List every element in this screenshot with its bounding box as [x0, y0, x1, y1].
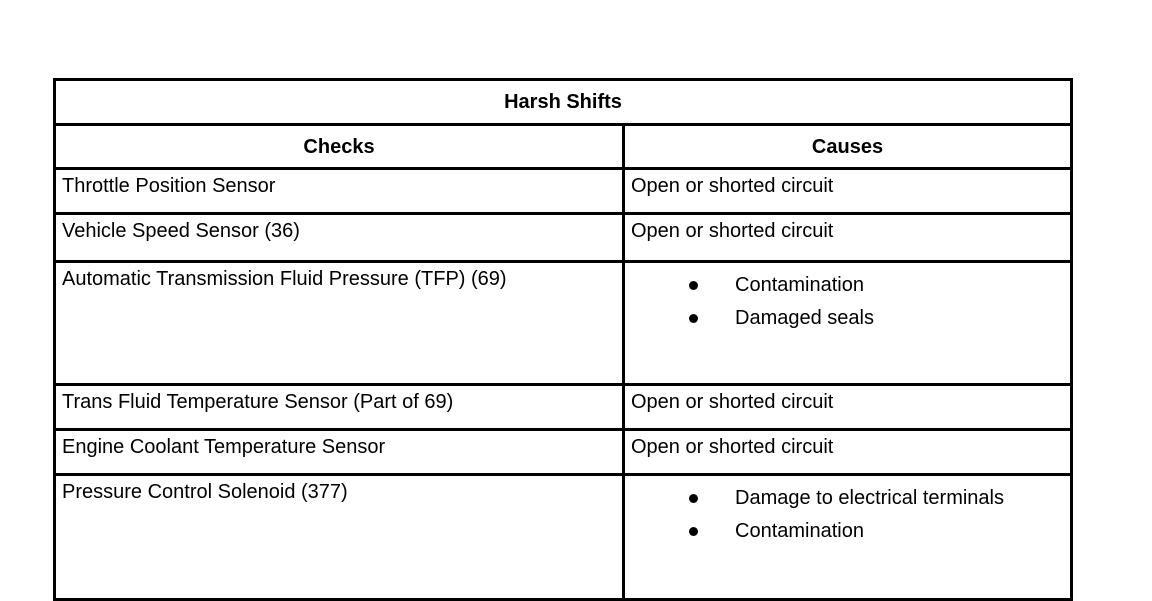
cause-item — [631, 519, 1064, 543]
check-cell: Pressure Control Solenoid (377) — [55, 475, 624, 600]
table-row — [55, 169, 1072, 214]
column-header-checks: Checks — [55, 125, 624, 169]
bullet-icon — [689, 314, 698, 323]
table-title-row — [55, 80, 1072, 125]
bullet-icon — [689, 281, 698, 290]
table-title: Harsh Shifts — [55, 80, 1072, 125]
check-cell: Vehicle Speed Sensor (36) — [55, 214, 624, 262]
causes-list — [631, 273, 1064, 330]
cause-cell: Open or shorted circuit — [624, 169, 1072, 214]
table-row — [55, 385, 1072, 430]
table-row — [55, 475, 1072, 600]
check-cell: Trans Fluid Temperature Sensor (Part of 69) — [55, 385, 624, 430]
cause-text: Damaged seals — [735, 307, 874, 329]
cause-text: Contamination — [735, 274, 864, 296]
check-cell: Engine Coolant Temperature Sensor — [55, 430, 624, 475]
cause-cell — [624, 262, 1072, 385]
table-row — [55, 430, 1072, 475]
cause-cell: Open or shorted circuit — [624, 385, 1072, 430]
cause-item — [631, 306, 1064, 330]
harsh-shifts-table — [53, 78, 1073, 601]
table-row — [55, 214, 1072, 262]
column-header-causes: Causes — [624, 125, 1072, 169]
causes-list — [631, 486, 1064, 543]
cause-cell: Open or shorted circuit — [624, 214, 1072, 262]
check-cell: Automatic Transmission Fluid Pressure (TFP) (69) — [55, 262, 624, 385]
cause-text: Damage to electrical terminals — [735, 487, 1004, 509]
cause-text: Contamination — [735, 520, 864, 542]
table-header-row — [55, 125, 1072, 169]
bullet-icon — [689, 494, 698, 503]
bullet-icon — [689, 527, 698, 536]
check-cell: Throttle Position Sensor — [55, 169, 624, 214]
cause-cell — [624, 475, 1072, 600]
table-row — [55, 262, 1072, 385]
cause-cell: Open or shorted circuit — [624, 430, 1072, 475]
cause-item — [631, 486, 1064, 510]
cause-item — [631, 273, 1064, 297]
